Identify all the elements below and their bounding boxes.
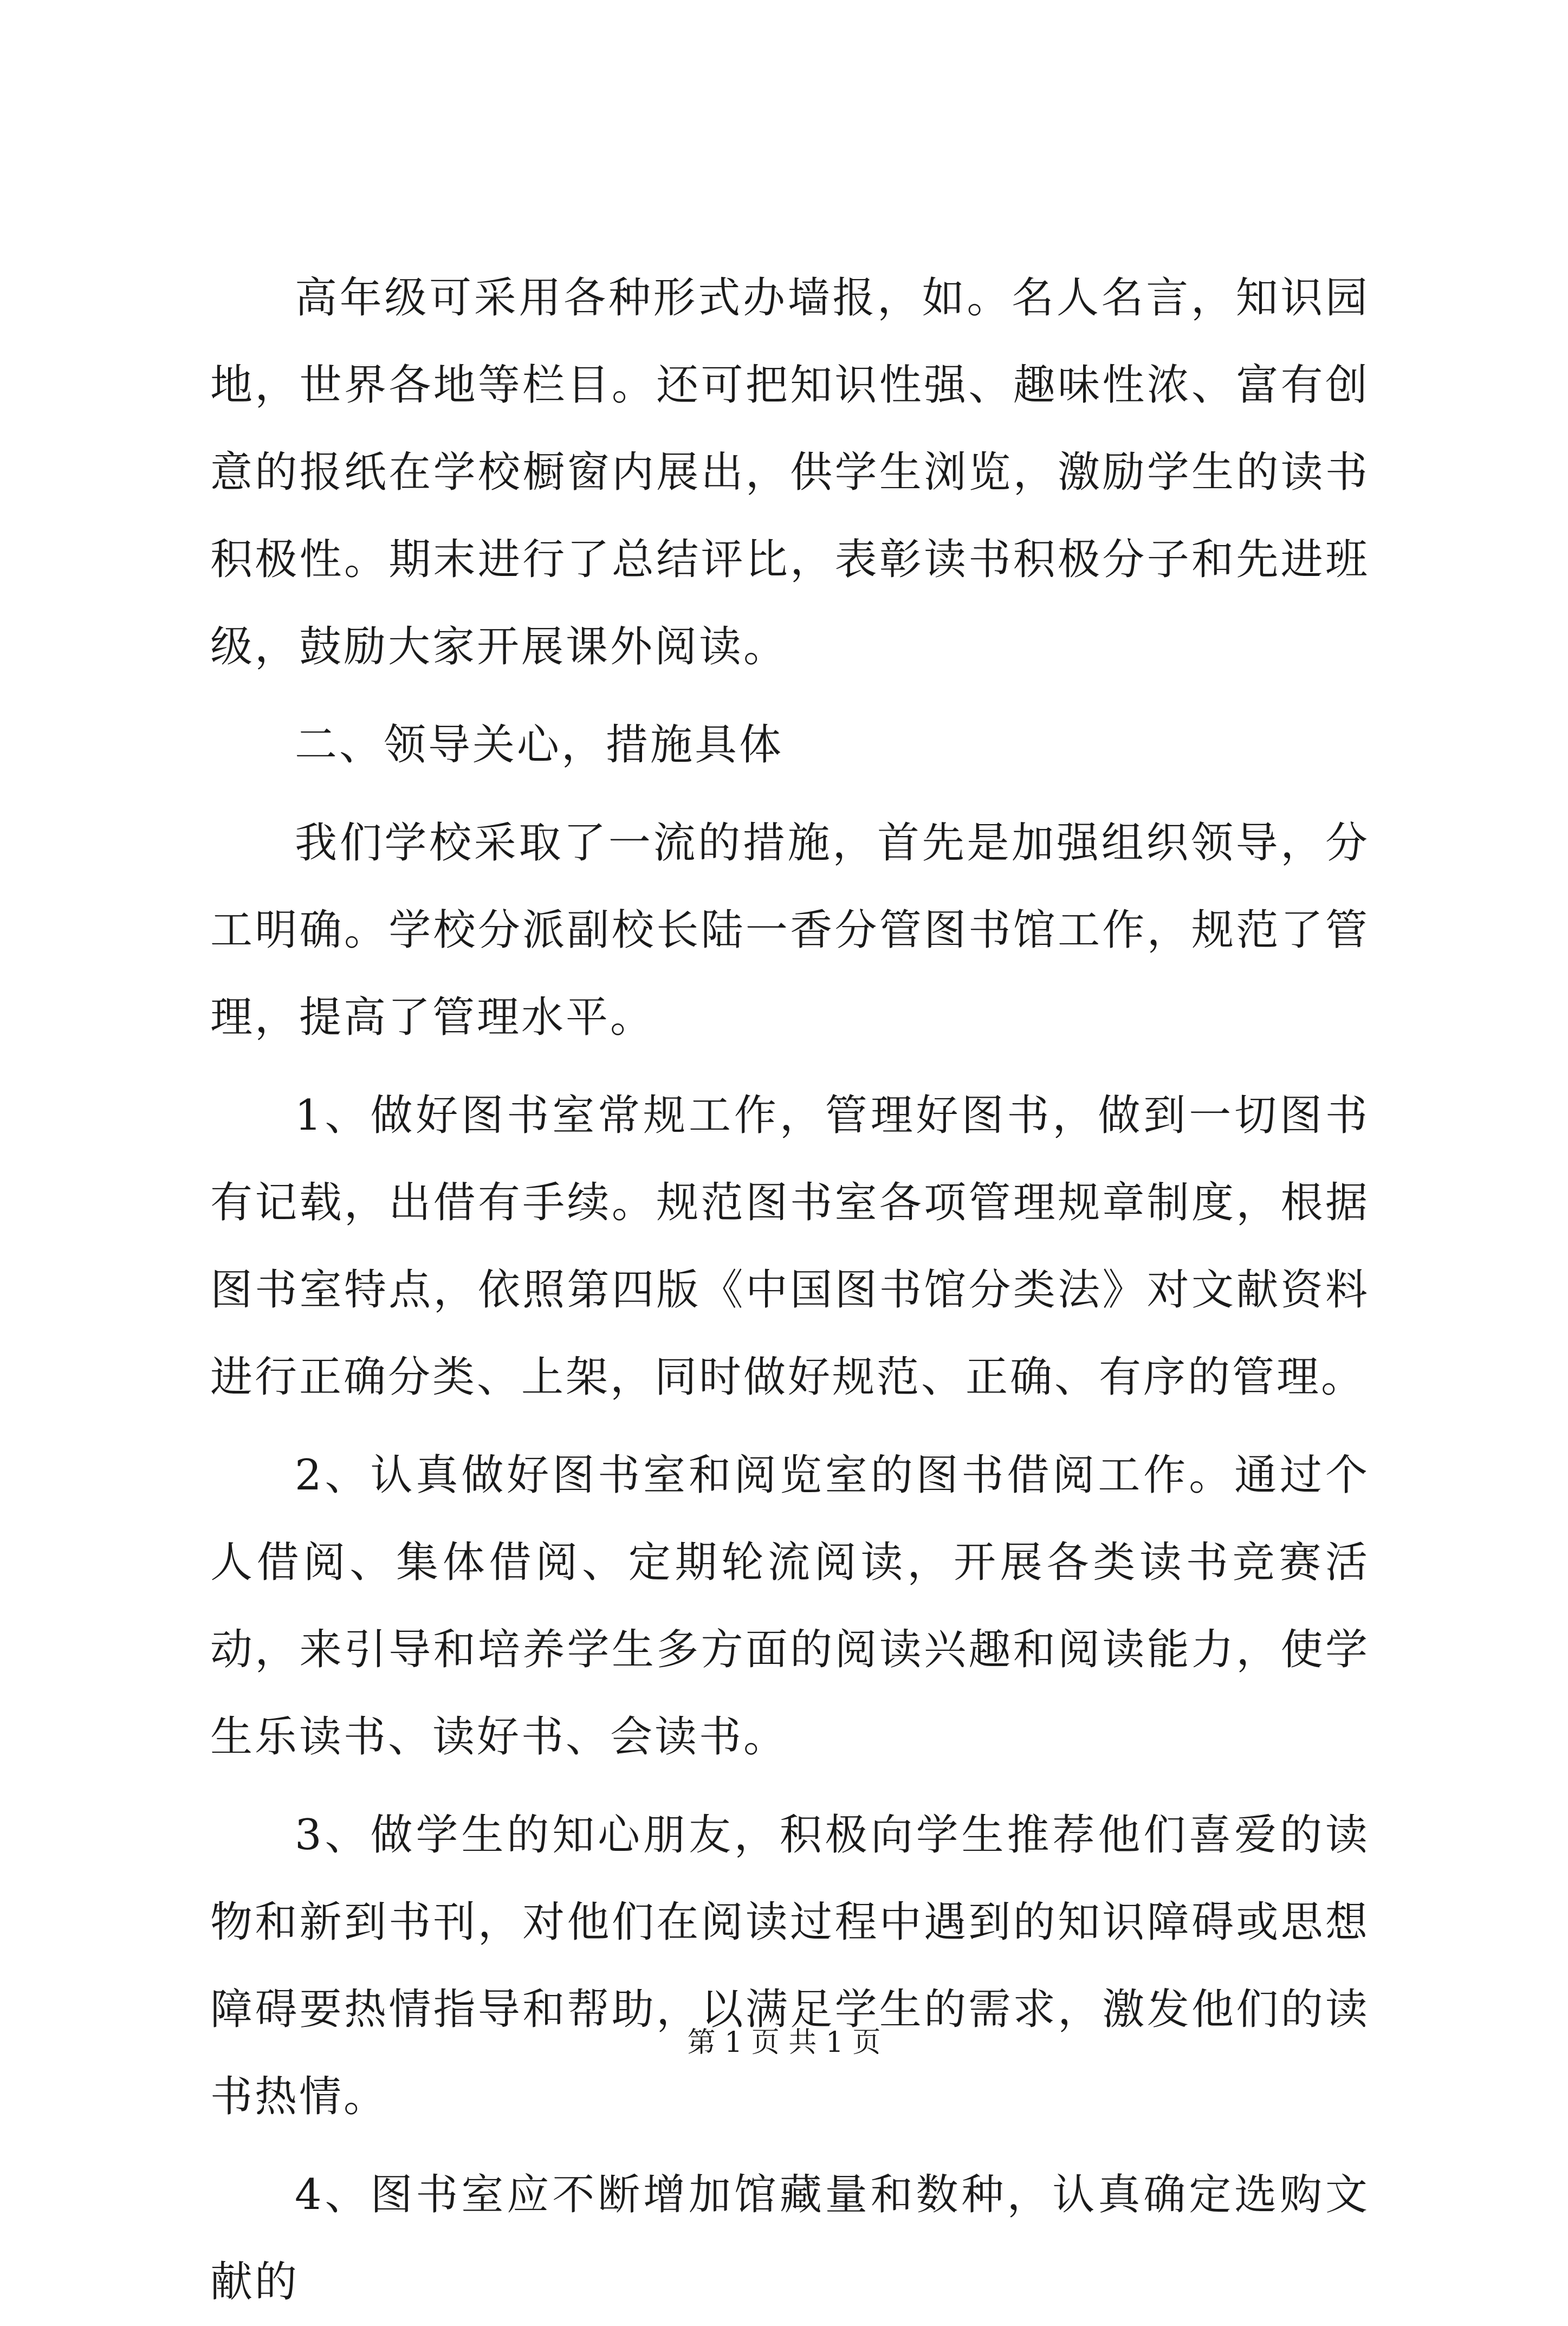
page-number-footer: 第 1 页 共 1 页 (687, 2026, 881, 2059)
paragraph-wall-newspaper: 高年级可采用各种形式办墙报，如。名人名言，知识园地，世界各地等栏目。还可把知识性强、趣味性浓、富有创意的报纸在学校橱窗内展出，供学生浏览，激励学生的读书积极性。期末进行了总结评比，表彰读书积极分子和先进班级，鼓励大家开展课外阅读。 (210, 274, 1370, 671)
paragraph-item-2: 2、认真做好图书室和阅览室的图书借阅工作。通过个人借阅、集体借阅、定期轮流阅读，开展各类读书竞赛活动，来引导和培养学生多方面的阅读兴趣和阅读能力，使学生乐读书、读好书、会读书。 (210, 1451, 1370, 1761)
paragraph-item-3: 3、做学生的知心朋友，积极向学生推荐他们喜爱的读物和新到书刊，对他们在阅读过程中遇到的知识障碍或思想障碍要热情指导和帮助，以满足学生的需求，激发他们的读书热情。 (210, 1811, 1370, 2121)
paragraph-item-4: 4、图书室应不断增加馆藏量和数种，认真确定选购文献的 (210, 2170, 1370, 2306)
paragraph-measures: 我们学校采取了一流的措施，首先是加强组织领导，分工明确。学校分派副校长陆一香分管图书馆工作，规范了管理，提高了管理水平。 (210, 819, 1370, 1042)
paragraph-item-1: 1、做好图书室常规工作，管理好图书，做到一切图书有记载，出借有手续。规范图书室各项管理规章制度，根据图书室特点，依照第四版《中国图书馆分类法》对文献资料进行正确分类、上架，同时做好规范、正确、有序的管理。 (210, 1091, 1370, 1402)
document-body (210, 255, 1370, 2326)
section-heading-leadership: 二、领导关心，措施具体 (295, 721, 784, 769)
